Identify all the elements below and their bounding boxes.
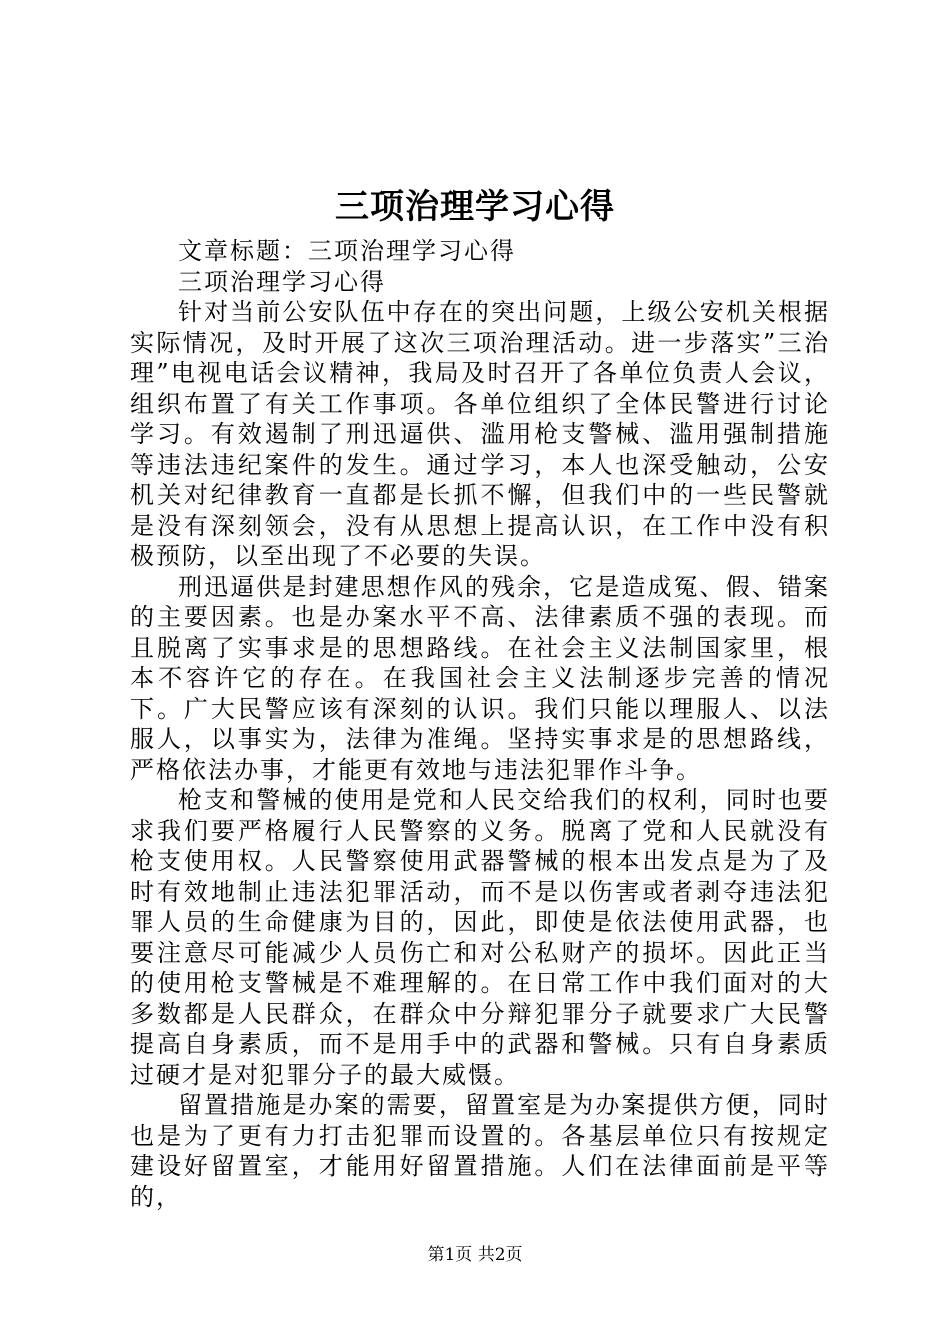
page-footer: 第1页 共2页	[427, 1245, 523, 1265]
paragraph: 留置措施是办案的需要，留置室是为办案提供方便，同时也是为了更有力打击犯罪而设置的。各基层单位只有按规定建设好留置室，才能用好留置措施。人们在法律面前是平等的，	[130, 1091, 830, 1211]
paragraph: 枪支和警械的使用是党和人民交给我们的权利，同时也要求我们要严格履行人民警察的义务。脱离了党和人民就没有枪支使用权。人民警察使用武器警械的根本出发点是为了及时有效地制止违法犯罪活动，而不是以伤害或者剥夺违法犯罪人员的生命健康为目的，因此，即使是依法使用武器，也要注意尽可能减少人员伤亡和对公私财产的损坏。因此正当的使用枪支警械是不难理解的。在日常工作中我们面对的大多数都是人民群众，在群众中分辩犯罪分子就要求广大民警提高自身素质，而不是用手中的武器和警械。只有自身素质过硬才是对犯罪分子的最大威慑。	[130, 786, 830, 1089]
document-title: 三项治理学习心得	[335, 187, 615, 227]
paragraph: 刑迅逼供是封建思想作风的残余，它是造成冤、假、错案的主要因素。也是办案水平不高、法律素质不强的表现。而且脱离了实事求是的思想路线。在社会主义法制国家里，根本不容许它的存在。在我国社会主义法制逐步完善的情况下。广大民警应该有深刻的认识。我们只能以理服人、以法服人，以事实为，法律为准绳。坚持实事求是的思想路线，严格依法办事，才能更有效地与违法犯罪作斗争。	[130, 572, 830, 784]
document-body	[130, 236, 830, 1212]
article-label: 文章标题：三项治理学习心得	[178, 237, 516, 265]
paragraph: 针对当前公安队伍中存在的突出问题，上级公安机关根据实际情况，及时开展了这次三项治理活动。进一步落实”三治理”电视电话会议精神，我局及时召开了各单位负责人会议，组织布置了有关工作事项。各单位组织了全体民警进行讨论学习。有效遏制了刑迅逼供、滥用枪支警械、滥用强制措施等违法违纪案件的发生。通过学习，本人也深受触动，公安机关对纪律教育一直都是长抓不懈，但我们中的一些民警就是没有深刻领会，没有从思想上提高认识，在工作中没有积极预防，以至出现了不必要的失误。	[130, 298, 830, 570]
subtitle: 三项治理学习心得	[178, 267, 386, 296]
